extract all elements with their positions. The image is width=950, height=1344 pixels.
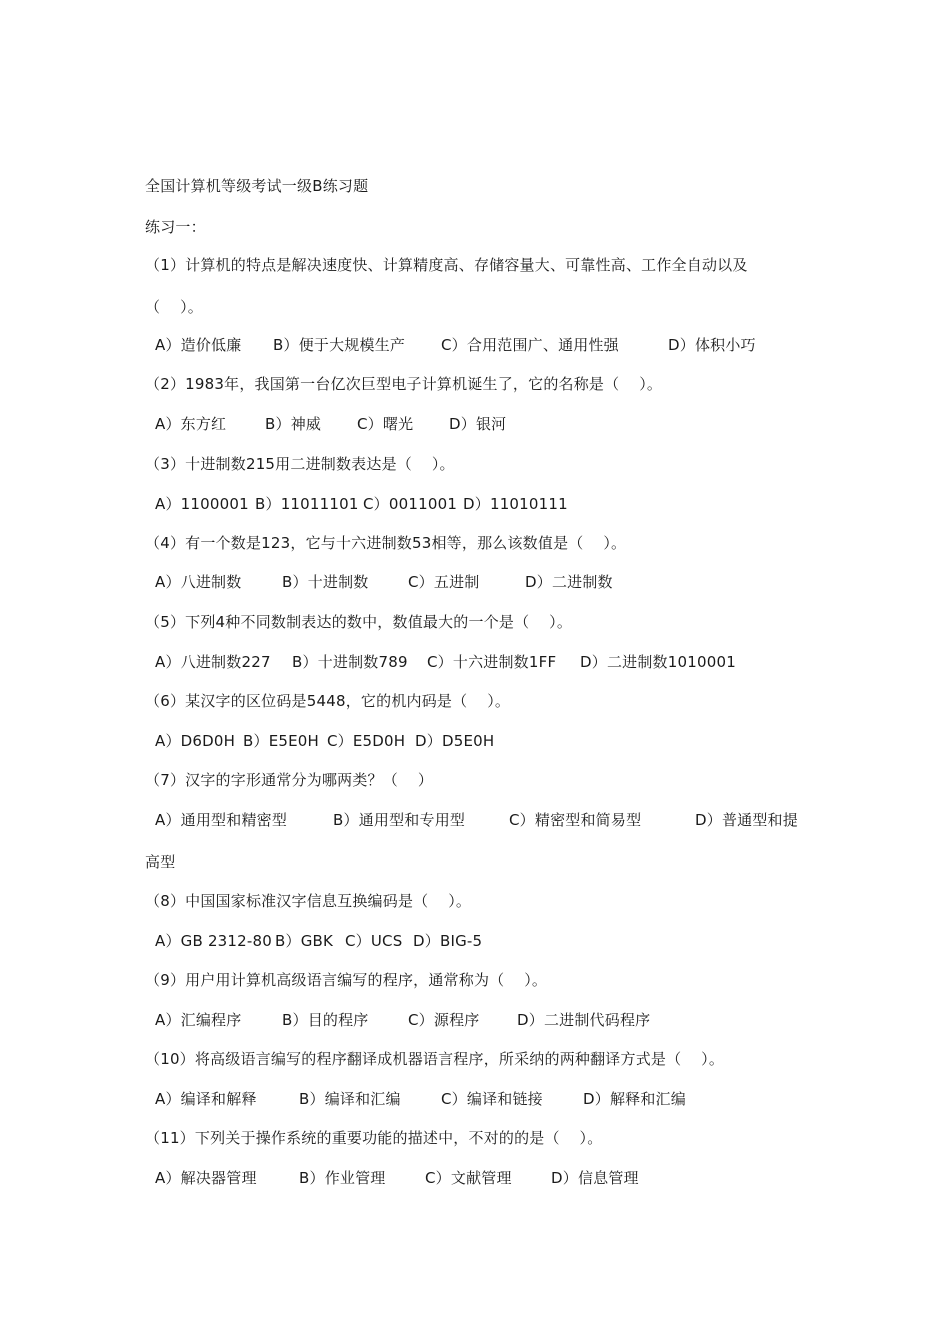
- option-c: C）UCS: [345, 932, 403, 950]
- option-d: D）体积小巧: [668, 336, 756, 354]
- question-1-stem: （1）计算机的特点是解决速度快、计算精度高、存储容量大、可靠性高、工作全自动以及: [145, 256, 748, 274]
- option-a: A）八进制数227: [155, 653, 271, 671]
- document-title: 全国计算机等级考试一级B练习题: [145, 177, 369, 195]
- option-b: B）作业管理: [299, 1169, 386, 1187]
- option-c: C）合用范围广、通用性强: [441, 336, 619, 354]
- option-a: A）D6D0H: [155, 732, 236, 750]
- question-1-stem-cont: （ ）。: [145, 298, 203, 316]
- option-d: D）二进制数1010001: [580, 653, 736, 671]
- option-b: B）E5E0H: [243, 732, 320, 750]
- option-b: B）十进制数789: [292, 653, 408, 671]
- section-heading: 练习一：: [145, 218, 206, 236]
- option-d: D）解释和汇编: [583, 1090, 686, 1108]
- option-a: A）解决器管理: [155, 1169, 257, 1187]
- question-5-stem: （5）下列4种不同数制表达的数中，数值最大的一个是（ ）。: [145, 613, 573, 631]
- option-d: D）二进制代码程序: [517, 1011, 651, 1029]
- option-a: A）GB 2312-80: [155, 932, 273, 950]
- option-c: C）0011001: [363, 495, 458, 513]
- option-a: A）通用型和精密型: [155, 811, 288, 829]
- question-4-stem: （4）有一个数是123，它与十六进制数53相等，那么该数值是（ ）。: [145, 534, 627, 552]
- option-d: D）普通型和提: [695, 811, 798, 829]
- option-a: A）编译和解释: [155, 1090, 257, 1108]
- question-7-stem: （7）汉字的字形通常分为哪两类？（ ）: [145, 771, 434, 789]
- question-8-stem: （8）中国国家标准汉字信息互换编码是（ ）。: [145, 892, 472, 910]
- question-7-option-continuation: 高型: [145, 853, 176, 871]
- option-a: A）汇编程序: [155, 1011, 242, 1029]
- option-c: C）源程序: [408, 1011, 480, 1029]
- option-b: B）通用型和专用型: [333, 811, 466, 829]
- option-a: A）造价低廉: [155, 336, 242, 354]
- option-d: D）银河: [449, 415, 507, 433]
- question-11-stem: （11）下列关于操作系统的重要功能的描述中，不对的的是（ ）。: [145, 1129, 603, 1147]
- option-b: B）编译和汇编: [299, 1090, 401, 1108]
- question-3-stem: （3）十进制数215用二进制数表达是（ ）。: [145, 455, 455, 473]
- option-d: D）D5E0H: [415, 732, 495, 750]
- question-10-stem: （10）将高级语言编写的程序翻译成机器语言程序，所采纳的两种翻译方式是（ ）。: [145, 1050, 725, 1068]
- option-d: D）11010111: [463, 495, 568, 513]
- option-c: C）五进制: [408, 573, 480, 591]
- option-b: B）目的程序: [282, 1011, 369, 1029]
- option-c: C）曙光: [357, 415, 414, 433]
- option-d: D）信息管理: [551, 1169, 639, 1187]
- option-a: A）东方红: [155, 415, 227, 433]
- option-c: C）十六进制数1FF: [427, 653, 557, 671]
- option-d: D）二进制数: [525, 573, 613, 591]
- option-c: C）文献管理: [425, 1169, 512, 1187]
- option-d: D）BIG-5: [413, 932, 483, 950]
- option-b: B）十进制数: [282, 573, 369, 591]
- question-9-stem: （9）用户用计算机高级语言编写的程序，通常称为（ ）。: [145, 971, 548, 989]
- option-b: B）11011101: [255, 495, 359, 513]
- option-b: B）便于大规模生产: [273, 336, 406, 354]
- option-a: A）1100001: [155, 495, 249, 513]
- question-2-stem: （2）1983年，我国第一台亿次巨型电子计算机诞生了，它的名称是（ ）。: [145, 375, 663, 393]
- option-b: B）GBK: [275, 932, 334, 950]
- option-c: C）E5D0H: [327, 732, 406, 750]
- option-a: A）八进制数: [155, 573, 242, 591]
- option-b: B）神威: [265, 415, 322, 433]
- option-c: C）精密型和简易型: [509, 811, 642, 829]
- question-6-stem: （6）某汉字的区位码是5448，它的机内码是（ ）。: [145, 692, 511, 710]
- option-c: C）编译和链接: [441, 1090, 543, 1108]
